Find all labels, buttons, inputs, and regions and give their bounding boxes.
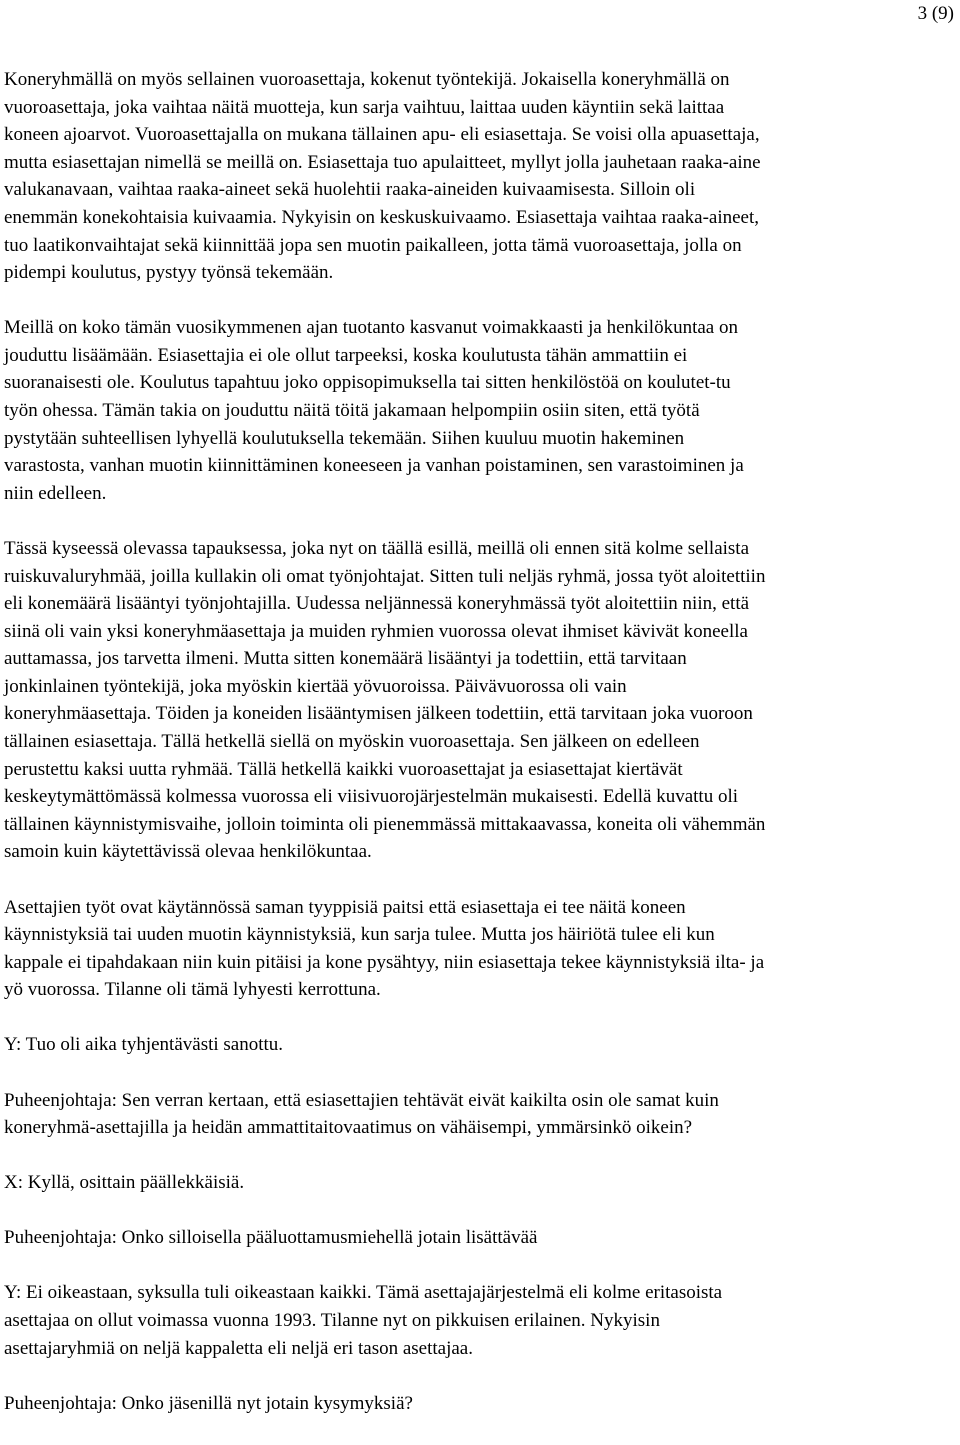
paragraph: Puheenjohtaja: Onko silloisella pääluottamusmiehellä jotain lisättävää (4, 1227, 538, 1249)
paragraph: Asettajien työt ovat käytännössä saman tyyppisiä paitsi että esiasettaja ei tee näitä koneen käynnistyksiä tai uuden muotin käynnistyksiä, kun sarja tulee. Mutta jos häiriötä tulee eli kun kappale ei tipahdakaan niin kuin pitäisi ja kone pysähtyy, niin esiasettaja tekee käynnistyksiä ilta- ja yö vuorossa. Tilanne oli tämä lyhyesti kerrottuna. (4, 896, 765, 1001)
paragraph: Puheenjohtaja: Sen verran kertaan, että esiasettajien tehtävät eivät kaikilta osin ole samat kuin koneryhmä-asettajilla ja heidän ammattitaitovaatimus on vähäisempi, ymmärsinkö oikein? (4, 1089, 719, 1139)
paragraph: Y: Tuo oli aika tyhjentävästi sanottu. (4, 1034, 284, 1056)
document-body (4, 66, 954, 1445)
paragraph: Koneryhmällä on myös sellainen vuoroasettaja, kokenut työntekijä. Jokaisella koneryhmällä on vuoroasettaja, joka vaihtaa näitä muotteja, kun sarja vaihtuu, laittaa uuden käyntiin sekä laittaa koneen ajoarvot. Vuoroasettajalla on mukana tällainen apu- eli esiasettaja. Se voisi olla apuasettaja, mutta esiasettajan nimellä se meillä on. Esiasettaja tuo apulaitteet, myllyt jolla jauhetaan raaka-aine valukanavaan, vaihtaa raaka-aineet sekä huolehtii raaka-aineiden kuivaamisesta. Silloin oli enemmän konekohtaisia kuivaamia. Nykyisin on keskuskuivaamo. Esiasettaja vaihtaa raaka-aineet, tuo laatikonvaihtajat sekä kiinnittää jopa sen muotin paikalleen, jotta tämä vuoroasettaja, jolla on pidempi koulutus, pystyy työnsä tekemään. (4, 69, 761, 284)
paragraph: Tässä kyseessä olevassa tapauksessa, joka nyt on täällä esillä, meillä oli ennen sitä kolme sellaista ruiskuvaluryhmää, joilla kullakin oli omat työnjohtajat. Sitten tuli neljäs ryhmä, jossa työt aloitettiin eli konemäärä lisääntyi työnjohtajilla. Uudessa neljännessä koneryhmässä työt aloitettiin niin, että siinä oli vain yksi koneryhmäasettaja ja muiden ryhmien vuorossa olevat ihmiset kävivät koneella auttamassa, jos tarvetta ilmeni. Mutta sitten konemäärä lisääntyi ja todettiin, että tarvitaan jonkinlainen työntekijä, joka myöskin kiertää yövuoroissa. Päivävuorossa oli vain koneryhmäasettaja. Töiden ja koneiden lisääntymisen jälkeen todettiin, että tarvitaan joka vuoroon tällainen esiasettaja. Tällä hetkellä siellä on myöskin vuoroasettaja. Sen jälkeen on edelleen perustettu kaksi uutta ryhmää. Tällä hetkellä kaikki vuoroasettajat ja esiasettajat kiertävät keskeytymättömässä kolmessa vuorossa eli viisivuorojärjestelmän mukaisesti. Edellä kuvattu oli tällainen käynnistymisvaihe, jolloin toiminta oli pienemmässä mittakaavassa, koneita oli vähemmän samoin kuin käytettävissä olevaa henkilökuntaa. (4, 537, 766, 863)
paragraph: X: Kyllä, osittain päällekkäisiä. (4, 1172, 245, 1194)
paragraph: Meillä on koko tämän vuosikymmenen ajan tuotanto kasvanut voimakkaasti ja henkilökuntaa on jouduttu lisäämään. Esiasettajia ei ole ollut tarpeeksi, koska koulutusta tähän ammattiin ei suoranaisesti ole. Koulutus tapahtuu joko oppisopimuksella tai sitten henkilöstöä on koulutet-tu työn ohessa. Tämän takia on jouduttu näitä töitä jakamaan helpompiin osiin siten, että työtä pystytään suhteellisen lyhyellä koulutuksella tekemään. Siihen kuuluu muotin hakeminen varastosta, vanhan muotin kiinnittäminen koneeseen ja vanhan poistaminen, sen varastoiminen ja niin edelleen. (4, 317, 744, 504)
paragraph: Puheenjohtaja: Onko jäsenillä nyt jotain kysymyksiä? (4, 1392, 413, 1414)
paragraph: Y: Ei oikeastaan, syksulla tuli oikeastaan kaikki. Tämä asettajajärjestelmä eli kolme eritasoista asettajaa on ollut voimassa vuonna 1993. Tilanne nyt on pikkuisen erilainen. Nykyisin asettajaryhmiä on neljä kappaletta eli neljä eri tason asettajaa. (4, 1282, 723, 1359)
page-number: 3 (9) (917, 3, 954, 24)
